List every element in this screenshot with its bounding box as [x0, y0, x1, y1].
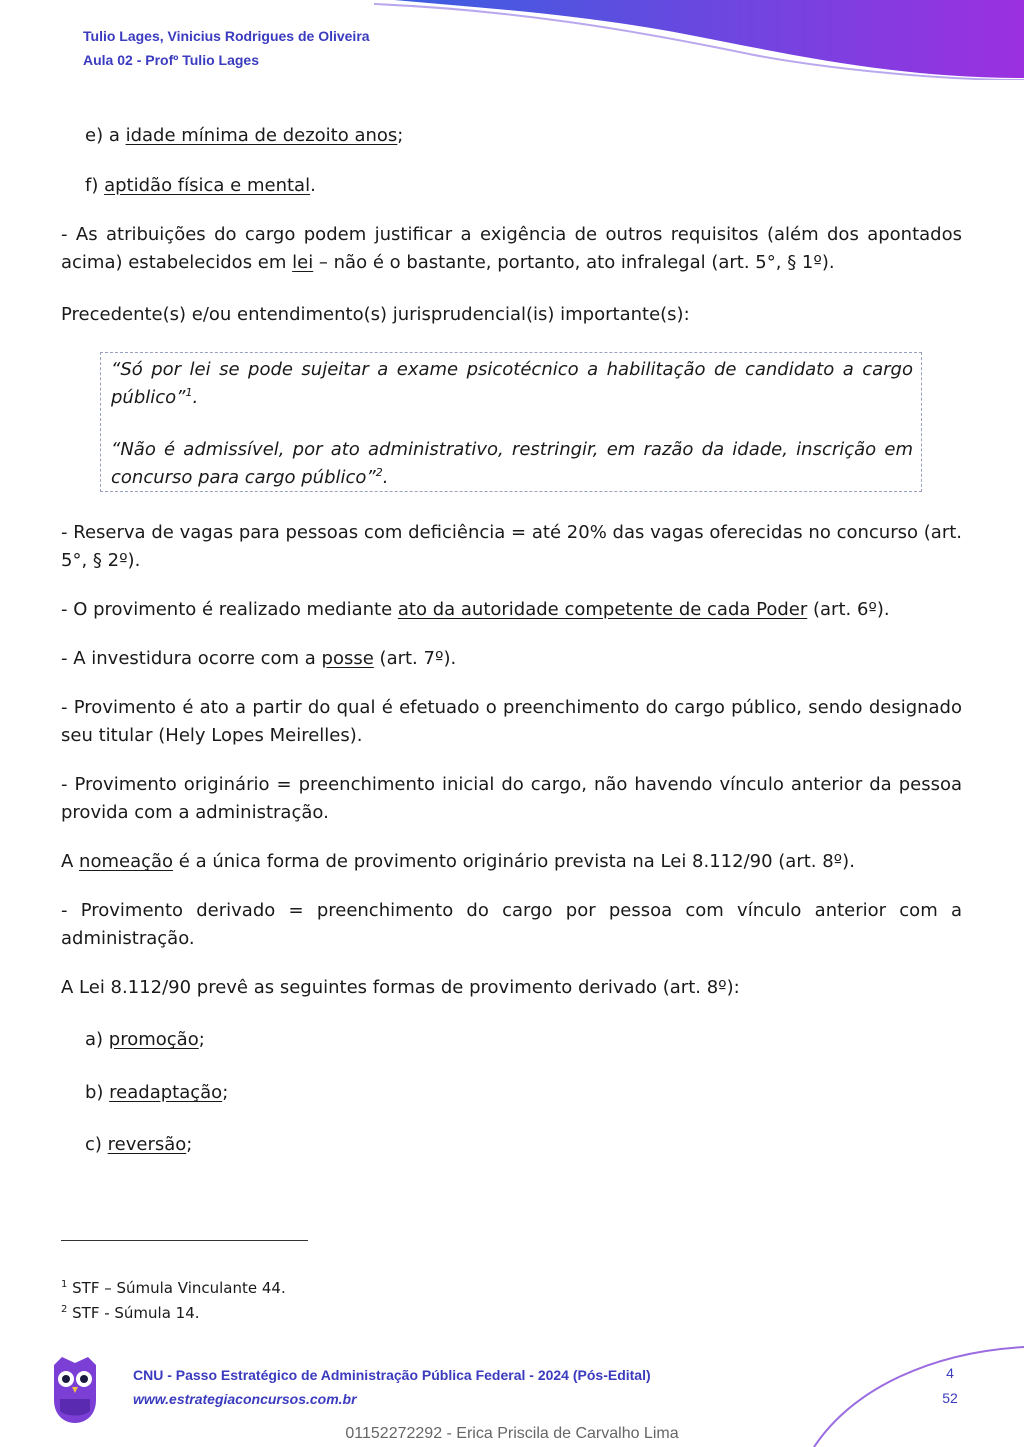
paragraph-atribuicoes: - As atribuições do cargo podem justificar a exigência de outros requisitos (além dos apontados acima) estabelecidos em lei – não é o bastante, portanto, ato infralegal (art. 5°, § 1º).: [61, 224, 962, 273]
footer-url-link[interactable]: www.estrategiaconcursos.com.br: [133, 1391, 357, 1407]
watermark-text: 01152272292 - Erica Priscila de Carvalho Lima: [345, 1425, 679, 1442]
list-item-b: b) readaptação;: [85, 1082, 229, 1103]
underlined-term: readaptação: [109, 1082, 223, 1103]
owl-logo-icon: [50, 1355, 100, 1425]
footnote-1: $^1$ STF – Súmula Vinculante 44.: [61, 1279, 286, 1297]
underlined-term: aptidão física e mental: [104, 175, 311, 196]
paragraph-provimento-derivado: - Provimento derivado = preenchimento do cargo por pessoa com vínculo anterior com a administração.: [61, 900, 962, 949]
footnote-ref-1: 1: [185, 386, 193, 399]
underlined-term: promoção: [108, 1029, 199, 1050]
underlined-term: nomeação: [79, 851, 174, 872]
underlined-term: reversão: [107, 1134, 187, 1155]
page-number: 4: [946, 1365, 954, 1381]
list-item-c: c) reversão;: [85, 1134, 193, 1155]
footnote-2: $^2$ STF - Súmula 14.: [61, 1304, 200, 1322]
header-wave-decoration: [374, 0, 1024, 80]
quote-1: “Só por lei se pode sujeitar a exame psicotécnico a habilitação de candidato a cargo público”$^1$.: [111, 359, 913, 408]
paragraph-provimento-ato: - Provimento é ato a partir do qual é efetuado o preenchimento do cargo público, sendo designado seu titular (Hely Lopes Meirelles).: [61, 697, 962, 746]
footer-course-title: CNU - Passo Estratégico de Administração Pública Federal - 2024 (Pós-Edital): [133, 1367, 651, 1383]
page-total: 52: [942, 1390, 958, 1406]
underlined-term: posse: [321, 648, 374, 669]
list-item-a: a) promoção;: [85, 1029, 205, 1050]
footnote-ref-2: 2: [375, 466, 383, 479]
underlined-term: lei: [292, 252, 314, 273]
paragraph-lei-formas: A Lei 8.112/90 prevê as seguintes formas de provimento derivado (art. 8º):: [61, 977, 740, 998]
paragraph-precedentes: Precedente(s) e/ou entendimento(s) jurisprudencial(is) importante(s):: [61, 304, 690, 325]
footnote-separator: [61, 1240, 308, 1241]
list-item-e: e) a idade mínima de dezoito anos;: [85, 125, 404, 146]
quote-2: “Não é admissível, por ato administrativo, restringir, em razão da idade, inscrição em concurso para cargo público”$^2$.: [111, 439, 913, 488]
paragraph-provimento-originario: - Provimento originário = preenchimento inicial do cargo, não havendo vínculo anterior da pessoa provida com a administração.: [61, 774, 962, 823]
paragraph-nomeacao: A nomeação é a única forma de provimento originário prevista na Lei 8.112/90 (art. 8º).: [61, 851, 855, 872]
paragraph-provimento: - O provimento é realizado mediante ato da autoridade competente de cada Poder (art. 6º).: [61, 599, 890, 620]
header-lesson: Aula 02 - Profº Tulio Lages: [83, 52, 259, 68]
paragraph-reserva: - Reserva de vagas para pessoas com deficiência = até 20% das vagas oferecidas no concurso (art. 5°, § 2º).: [61, 522, 962, 571]
paragraph-investidura: - A investidura ocorre com a posse (art. 7º).: [61, 648, 457, 669]
jurisprudence-quote-box: [100, 352, 922, 492]
list-item-f: f) aptidão física e mental.: [85, 175, 316, 196]
underlined-term: idade mínima de dezoito anos: [125, 125, 398, 146]
header-authors: Tulio Lages, Vinicius Rodrigues de Oliveira: [83, 28, 370, 44]
underlined-term: ato da autoridade competente de cada Poder: [397, 599, 808, 620]
